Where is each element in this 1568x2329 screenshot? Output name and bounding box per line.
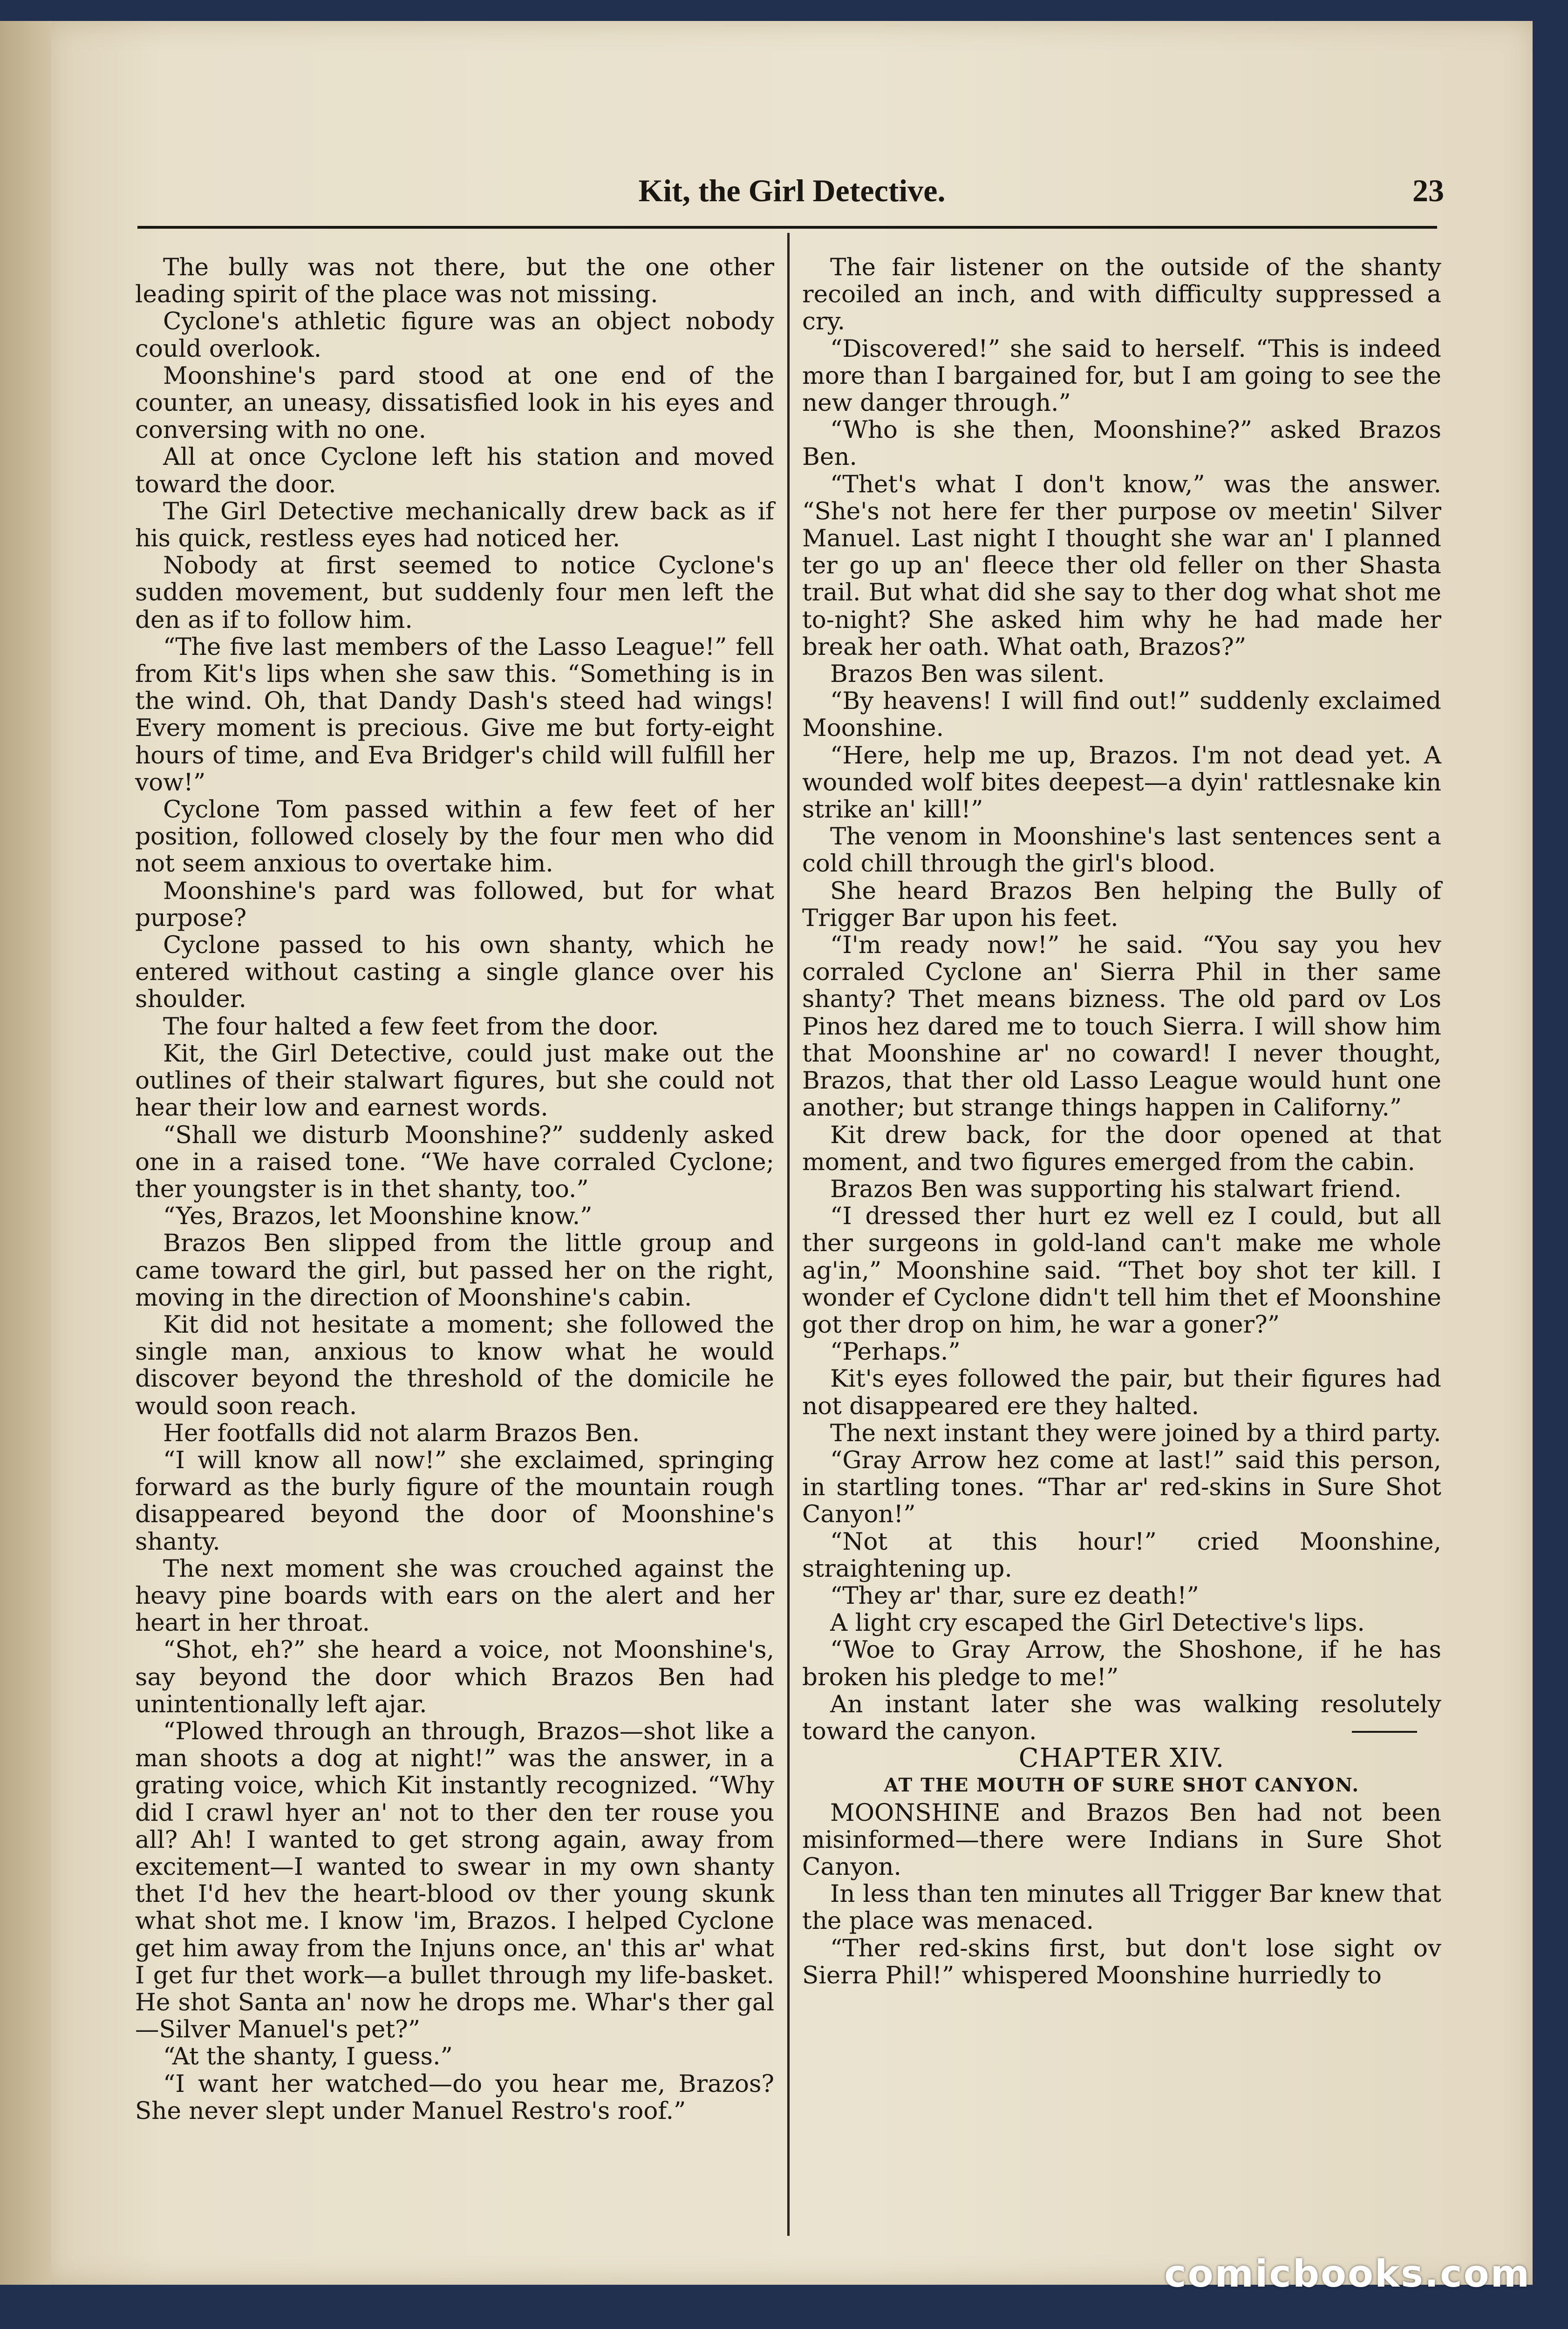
- paragraph: “At the shanty, I guess.”: [163, 2043, 453, 2071]
- paragraph: “Thet's what I don't know,” was the answer. “She's not here fer ther purpose ov meetin' Silver Manuel. Last night I thought she war an' I planned ter go up an' fleece ther old feller on ther Shasta trail. But what did she say to ther dog what shot me to-night? She asked him why he had made her break her oath. What oath, Brazos?”: [802, 470, 1441, 661]
- paragraph: Brazos Ben was silent.: [830, 660, 1105, 688]
- paragraph: “Plowed through an through, Brazos—shot like a man shoots a dog at night!” was the answer, in a grating voice, which Kit instantly recognized. “Why did I crawl hyer an' not to ther den ter rouse you all? Ah! I wanted to get strong again, away from excitement—I wanted to swear in my own shanty thet I'd hev the heart-blood ov ther young skunk what shot me. I know 'im, Brazos. I helped Cyclone get him away from the Injuns once, an' this ar' what I get fur thet work—a bullet through my life-basket. He shot Santa an' now he drops me. Whar's ther gal—Silver Manuel's pet?”: [135, 1717, 774, 2044]
- paragraph: The fair listener on the outside of the shanty recoiled an inch, and with difficulty suppressed a cry.: [802, 253, 1441, 336]
- paragraph: The next instant they were joined by a third party.: [830, 1419, 1441, 1447]
- paragraph: Kit, the Girl Detective, could just make out the outlines of their stalwart figures, but she could not hear their low and earnest words.: [135, 1039, 774, 1122]
- paragraph: An instant later she was walking resolutely toward the canyon.: [802, 1690, 1441, 1745]
- paragraph: Kit did not hesitate a moment; she followed the single man, anxious to know what he would discover beyond the threshold of the domicile he would soon reach.: [135, 1310, 774, 1420]
- paragraph: “Perhaps.”: [830, 1338, 961, 1366]
- header-rule: [137, 226, 1437, 229]
- paragraph: “I dressed ther hurt ez well ez I could, but all ther surgeons in gold-land can't make me whole ag'in,” Moonshine said. “Thet boy shot ter kill. I wonder ef Cyclone didn't tell him thet ef Moonshine got ther drop on him, he war a goner?”: [802, 1202, 1441, 1339]
- page-number: 23: [1412, 173, 1444, 208]
- paragraph: “Woe to Gray Arrow, the Shoshone, if he has broken his pledge to me!”: [802, 1636, 1441, 1691]
- left-column: [135, 254, 774, 2125]
- paragraph: “Gray Arrow hez come at last!” said this person, in startling tones. “Thar ar' red-skins in Sure Shot Canyon!”: [802, 1446, 1441, 1529]
- paragraph: Kit's eyes followed the pair, but their figures had not disappeared ere they halted.: [802, 1365, 1441, 1420]
- paragraph: “Shall we disturb Moonshine?” suddenly asked one in a raised tone. “We have corraled Cyclone; ther youngster is in thet shanty, too.”: [135, 1121, 774, 1203]
- chapter-title: CHAPTER XIV.: [1018, 1743, 1225, 1774]
- right-column: [802, 254, 1441, 1989]
- paragraph: “The five last members of the Lasso League!” fell from Kit's lips when she saw this. “Something is in the wind. Oh, that Dandy Dash's steed had wings! Every moment is precious. Give me but forty-eight hours of time, and Eva Bridger's child will fulfill her vow!”: [135, 633, 774, 797]
- paragraph: Cyclone Tom passed within a few feet of her position, followed closely by the four men who did not seem anxious to overtake him.: [135, 796, 774, 878]
- paragraph: “Yes, Brazos, let Moonshine know.”: [163, 1202, 593, 1231]
- paragraph: Moonshine's pard stood at one end of the counter, an uneasy, dissatisfied look in his eyes and conversing with no one.: [135, 361, 774, 444]
- paragraph: Brazos Ben was supporting his stalwart friend.: [830, 1175, 1402, 1203]
- paragraph: The four halted a few feet from the door.: [163, 1012, 659, 1041]
- paragraph: She heard Brazos Ben helping the Bully of Trigger Bar upon his feet.: [802, 877, 1441, 932]
- column-divider: [787, 233, 790, 2236]
- paragraph: MOONSHINE and Brazos Ben had not been misinformed—there were Indians in Sure Shot Canyon.: [802, 1798, 1441, 1881]
- paragraph: “I will know all now!” she exclaimed, springing forward as the burly figure of the mountain rough disappeared beyond the door of Moonshine's shanty.: [135, 1446, 774, 1556]
- chapter-subtitle: AT THE MOUTH OF SURE SHOT CANYON.: [884, 1774, 1360, 1797]
- paragraph: All at once Cyclone left his station and moved toward the door.: [135, 443, 774, 498]
- page-gutter: [0, 21, 51, 2285]
- paragraph: Nobody at first seemed to notice Cyclone's sudden movement, but suddenly four men left the den as if to follow him.: [135, 552, 774, 634]
- scene-break-rule: [1352, 1731, 1417, 1733]
- paragraph: “By heavens! I will find out!” suddenly exclaimed Moonshine.: [802, 687, 1441, 742]
- paragraph: “Here, help me up, Brazos. I'm not dead yet. A wounded wolf bites deepest—a dyin' rattlesnake kin strike an' kill!”: [802, 741, 1441, 824]
- running-title: Kit, the Girl Detective.: [638, 173, 946, 208]
- paragraph: Her footfalls did not alarm Brazos Ben.: [163, 1419, 640, 1447]
- paragraph: “Ther red-skins first, but don't lose sight ov Sierra Phil!” whispered Moonshine hurriedly to: [802, 1934, 1441, 1989]
- paragraph: The venom in Moonshine's last sentences sent a cold chill through the girl's blood.: [802, 823, 1441, 878]
- paragraph: A light cry escaped the Girl Detective's lips.: [830, 1609, 1365, 1637]
- paragraph: Brazos Ben slipped from the little group and came toward the girl, but passed her on the right, moving in the direction of Moonshine's cabin.: [135, 1229, 774, 1312]
- paragraph: Kit drew back, for the door opened at that moment, and two figures emerged from the cabin.: [802, 1121, 1441, 1176]
- paragraph: “I'm ready now!” he said. “You say you hev corraled Cyclone an' Sierra Phil in ther same shanty? Thet means bizness. The old pard ov Los Pinos hez dared me to touch Sierra. I will show him that Moonshine ar' no coward! I never thought, Brazos, that ther old Lasso League would hunt one another; but strange things happen in Californy.”: [802, 931, 1441, 1122]
- paragraph: Moonshine's pard was followed, but for what purpose?: [135, 877, 774, 932]
- paragraph: “They ar' thar, sure ez death!”: [830, 1581, 1199, 1610]
- paragraph: The next moment she was crouched against the heavy pine boards with ears on the alert and her heart in her throat.: [135, 1554, 774, 1637]
- paragraph: “Discovered!” she said to herself. “This is indeed more than I bargained for, but I am going to see the new danger through.”: [802, 334, 1441, 417]
- paragraph: “Who is she then, Moonshine?” asked Brazos Ben.: [802, 416, 1441, 471]
- paragraph: “Shot, eh?” she heard a voice, not Moonshine's, say beyond the door which Brazos Ben had unintentionally left ajar.: [135, 1636, 774, 1718]
- paragraph: “I want her watched—do you hear me, Brazos? She never slept under Manuel Restro's roof.”: [135, 2070, 774, 2125]
- paragraph: The bully was not there, but the one other leading spirit of the place was not missing.: [135, 253, 774, 309]
- paragraph: “Not at this hour!” cried Moonshine, straightening up.: [802, 1527, 1441, 1583]
- watermark: comicbooks.com: [1164, 2252, 1531, 2295]
- paragraph: In less than ten minutes all Trigger Bar knew that the place was menaced.: [802, 1880, 1441, 1935]
- paragraph: Cyclone passed to his own shanty, which he entered without casting a single glance over his shoulder.: [135, 931, 774, 1014]
- paragraph: The Girl Detective mechanically drew back as if his quick, restless eyes had noticed her.: [135, 497, 774, 553]
- paragraph: Cyclone's athletic figure was an object nobody could overlook.: [135, 307, 774, 363]
- page-header: [140, 172, 1444, 224]
